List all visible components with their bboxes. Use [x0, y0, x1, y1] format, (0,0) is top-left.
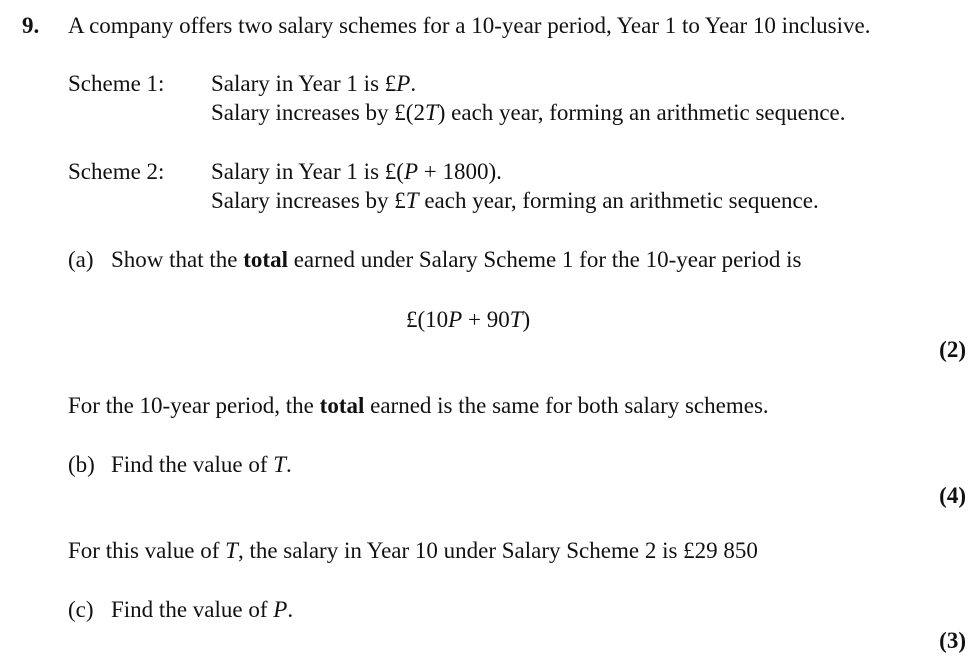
scheme2-label: Scheme 2:	[68, 159, 165, 184]
question-number: 9.	[22, 13, 40, 38]
part-b-text: Find the value of T.	[111, 452, 292, 477]
scheme1-line2: Salary increases by £(2T) each year, forming an arithmetic sequence.	[211, 100, 846, 125]
statement-b: For the 10-year period, the total earned is the same for both salary schemes.	[68, 393, 769, 418]
scheme2-line2: Salary increases by £T each year, forming an arithmetic sequence.	[211, 188, 819, 213]
part-a-text: Show that the total earned under Salary Scheme 1 for the 10-year period is	[111, 247, 802, 272]
question-intro: A company offers two salary schemes for a 10-year period, Year 1 to Year 10 inclusive.	[68, 13, 871, 38]
part-a-label: (a)	[68, 247, 94, 272]
scheme2-line1: Salary in Year 1 is £(P + 1800).	[211, 159, 502, 184]
scheme1-line1: Salary in Year 1 is £P.	[211, 71, 417, 96]
part-b-marks: (4)	[939, 483, 966, 508]
scheme1-label: Scheme 1:	[68, 71, 165, 96]
part-c-marks: (3)	[939, 628, 966, 653]
statement-c: For this value of T, the salary in Year 10 under Salary Scheme 2 is £29 850	[68, 538, 758, 563]
part-b-label: (b)	[68, 452, 95, 477]
part-c-label: (c)	[68, 597, 94, 622]
part-c-text: Find the value of P.	[111, 597, 294, 622]
part-a-marks: (2)	[939, 337, 966, 362]
part-a-formula: £(10P + 90T)	[406, 307, 531, 332]
